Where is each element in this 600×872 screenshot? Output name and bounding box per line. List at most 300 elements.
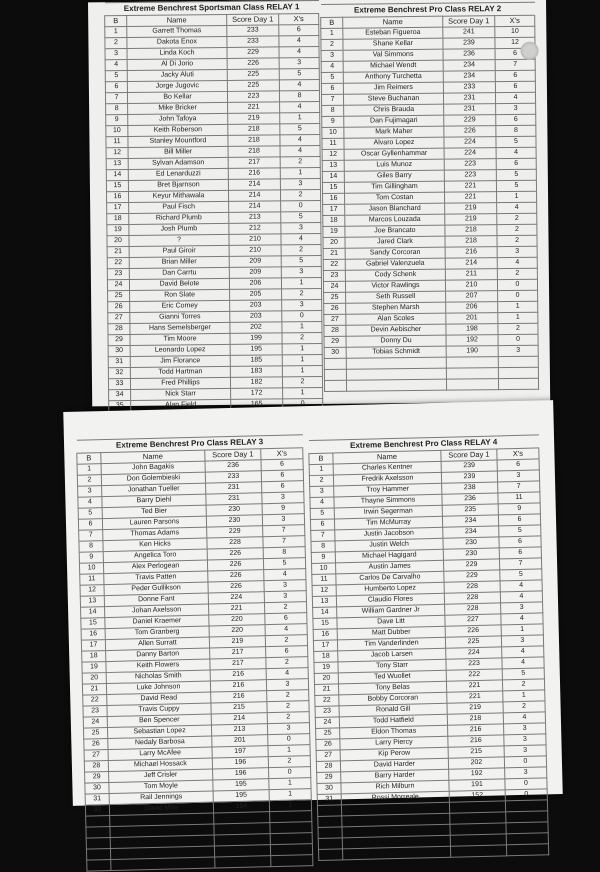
table-title: Extreme Benchrest Pro Class RELAY 4: [309, 435, 539, 454]
x-count-cell: 1: [282, 343, 322, 354]
name-cell: Ronald Gill: [339, 703, 447, 717]
score-cell: 234: [442, 515, 498, 527]
bench-cell: 3: [78, 486, 102, 498]
x-count-cell: 0: [498, 334, 538, 345]
x-count-cell: 1: [501, 624, 543, 636]
bench-cell: 28: [84, 761, 108, 773]
x-count-cell: 7: [263, 525, 305, 537]
score-cell: 226: [444, 126, 496, 138]
x-count-cell: 2: [281, 244, 321, 255]
bench-cell: 22: [107, 257, 129, 268]
bench-cell: 32: [85, 805, 109, 817]
name-cell: Justin Welch: [335, 538, 443, 552]
name-cell: Thomas Adams: [103, 527, 207, 541]
score-cell: 233: [227, 36, 279, 48]
score-cell: 211: [445, 269, 497, 281]
score-cell: 230: [443, 548, 499, 560]
empty-cell: [446, 379, 498, 391]
name-cell: Mark Maher: [344, 126, 444, 138]
x-count-cell: 6: [495, 81, 535, 92]
bench-cell: 17: [107, 202, 129, 213]
score-cell: 221: [444, 181, 496, 193]
score-cell: 212: [229, 223, 281, 235]
score-cell: 219: [228, 113, 280, 125]
x-count-cell: 5: [500, 569, 542, 581]
name-cell: Travis Patten: [104, 571, 208, 585]
empty-cell: [498, 367, 538, 378]
name-cell: Austin James: [336, 560, 444, 574]
x-count-cell: 0: [505, 778, 547, 790]
empty-cell: [324, 380, 346, 391]
x-count-cell: 6: [495, 70, 535, 81]
score-cell: 209: [229, 256, 281, 268]
scoresheet-bottom-page: [63, 400, 562, 814]
name-cell: Bobby Corcoran: [339, 692, 447, 706]
x-count-cell: 0: [283, 398, 323, 409]
bench-cell: 15: [313, 618, 337, 630]
bench-cell: 2: [105, 37, 127, 48]
score-cell: 238: [442, 482, 498, 494]
x-count-cell: 12: [495, 37, 535, 48]
bench-cell: 13: [312, 596, 336, 608]
x-count-cell: 5: [496, 169, 536, 180]
score-cell: 206: [229, 278, 281, 290]
x-count-cell: 6: [261, 459, 303, 471]
name-cell: Jeff Crisler: [109, 769, 213, 783]
score-cell: 172: [231, 388, 283, 400]
score-cell: 199: [230, 333, 282, 345]
x-count-cell: 4: [500, 591, 542, 603]
bench-cell: 25: [324, 292, 346, 303]
x-count-cell: 3: [279, 57, 319, 68]
name-cell: Alan Field: [131, 399, 231, 411]
x-count-cell: 0: [268, 734, 310, 746]
bench-cell: 12: [322, 149, 344, 160]
score-cell: 228: [207, 537, 263, 549]
column-header: B: [309, 453, 333, 465]
score-cell: 231: [443, 93, 495, 105]
name-cell: Mike Bricker: [128, 102, 228, 114]
name-cell: Larry Piercy: [340, 736, 448, 750]
name-cell: Victor Rawlings: [345, 280, 445, 292]
score-cell: 192: [449, 768, 505, 780]
bench-cell: 12: [106, 147, 128, 158]
bench-cell: 10: [312, 563, 336, 575]
bench-cell: 1: [77, 464, 101, 476]
name-cell: Tony Belas: [338, 681, 446, 695]
score-cell: 230: [206, 515, 262, 527]
bench-cell: 10: [79, 563, 103, 575]
bench-cell: 4: [321, 61, 343, 72]
bench-cell: 29: [85, 772, 109, 784]
score-cell: 214: [229, 201, 281, 213]
x-count-cell: 6: [261, 470, 303, 482]
name-cell: David Read: [107, 692, 211, 706]
bench-cell: 24: [323, 281, 345, 292]
x-count-cell: 1: [281, 277, 321, 288]
bench-cell: 11: [80, 574, 104, 586]
x-count-cell: 3: [264, 580, 306, 592]
bench-cell: 20: [82, 673, 106, 685]
x-count-cell: 6: [499, 536, 541, 548]
score-cell: 228: [445, 603, 501, 615]
name-cell: Charles Kentner: [333, 461, 441, 475]
bench-cell: 13: [80, 596, 104, 608]
bench-cell: 25: [83, 728, 107, 740]
bench-cell: 30: [108, 345, 130, 356]
x-count-cell: 3: [282, 299, 322, 310]
bench-cell: 28: [316, 761, 340, 773]
x-count-cell: 8: [496, 125, 536, 136]
bench-cell: 22: [315, 695, 339, 707]
name-cell: Danny Barton: [106, 648, 210, 662]
score-cell: 226: [207, 559, 263, 571]
bench-cell: 27: [108, 312, 130, 323]
name-cell: Brian Miller: [129, 256, 229, 268]
bench-cell: 35: [109, 400, 131, 411]
score-cell: 230: [443, 537, 499, 549]
x-count-cell: 2: [497, 224, 537, 235]
score-cell: 207: [446, 291, 498, 303]
name-cell: Keyur Mithawala: [128, 190, 228, 202]
score-cell: 229: [444, 115, 496, 127]
score-cell: 216: [448, 735, 504, 747]
score-cell: 222: [446, 669, 502, 681]
score-cell: 198: [446, 324, 498, 336]
bench-cell: 27: [84, 750, 108, 762]
score-cell: 182: [230, 377, 282, 389]
bench-cell: 32: [108, 367, 130, 378]
x-count-cell: 10: [495, 26, 535, 37]
x-count-cell: 0: [504, 756, 546, 768]
name-cell: Jacob Larsen: [338, 648, 446, 662]
score-cell: 231: [206, 482, 262, 494]
column-header: Name: [343, 16, 443, 28]
name-cell: Tobias Schmidt: [346, 346, 446, 358]
bench-cell: 8: [311, 541, 335, 553]
x-count-cell: 4: [265, 624, 307, 636]
bench-cell: 14: [322, 171, 344, 182]
score-cell: 218: [445, 225, 497, 237]
name-cell: Jim Reimers: [343, 82, 443, 94]
bench-cell: 6: [310, 519, 334, 531]
bench-cell: 19: [314, 662, 338, 674]
bench-cell: 28: [108, 323, 130, 334]
name-cell: Chris Brauda: [344, 104, 444, 116]
x-count-cell: 5: [263, 558, 305, 570]
score-cell: 233: [227, 25, 279, 37]
x-count-cell: 3: [498, 345, 538, 356]
x-count-cell: 4: [500, 580, 542, 592]
bench-cell: 18: [323, 215, 345, 226]
name-cell: Ted Wuollet: [338, 670, 446, 684]
x-count-cell: 1: [269, 789, 311, 801]
x-count-cell: 0: [505, 789, 547, 801]
empty-cell: [319, 849, 343, 861]
score-cell: 195: [230, 344, 282, 356]
x-count-cell: 6: [498, 514, 540, 526]
bench-cell: 27: [316, 750, 340, 762]
score-cell: 201: [446, 313, 498, 325]
empty-cell: [215, 856, 271, 868]
name-cell: Luis Munoz: [344, 159, 444, 171]
bench-cell: 6: [105, 81, 127, 92]
bench-cell: 12: [80, 585, 104, 597]
x-count-cell: 6: [495, 48, 535, 59]
name-cell: Ron Slate: [130, 289, 230, 301]
x-count-cell: 2: [265, 635, 307, 647]
name-cell: Leonardo Lopez: [130, 344, 230, 356]
bench-cell: 18: [82, 651, 106, 663]
x-count-cell: 2: [282, 332, 322, 343]
x-count-cell: 1: [268, 745, 310, 757]
x-count-cell: 2: [497, 235, 537, 246]
column-header: B: [321, 17, 343, 28]
score-cell: 216: [211, 691, 267, 703]
score-cell: 192: [446, 335, 498, 347]
x-count-cell: 3: [504, 745, 546, 757]
x-count-cell: 7: [495, 59, 535, 70]
score-cell: 239: [441, 471, 497, 483]
x-count-cell: 3: [281, 222, 321, 233]
name-cell: Cody Schenk: [345, 269, 445, 281]
name-cell: Ed Lenarduzzi: [128, 168, 228, 180]
score-cell: 216: [210, 669, 266, 681]
name-cell: Ted Bier: [102, 505, 206, 519]
bench-cell: 2: [77, 475, 101, 487]
x-count-cell: 4: [279, 35, 319, 46]
name-cell: Gianni Torres: [130, 311, 230, 323]
name-cell: John Tafoya: [128, 113, 228, 125]
x-count-cell: 2: [503, 701, 545, 713]
x-count-cell: 1: [269, 778, 311, 790]
x-count-cell: 4: [502, 646, 544, 658]
name-cell: Hans Semelsberger: [130, 322, 230, 334]
x-count-cell: 2: [266, 657, 308, 669]
x-count-cell: 6: [266, 646, 308, 658]
name-cell: Bo Kellar: [127, 91, 227, 103]
name-cell: Jacky Aluti: [127, 69, 227, 81]
name-cell: Garrett Thomas: [127, 25, 227, 37]
name-cell: Gabriel Valenzuela: [345, 258, 445, 270]
name-cell: Esteban Figueroa: [343, 27, 443, 39]
bench-cell: 30: [324, 347, 346, 358]
bench-cell: 6: [78, 519, 102, 531]
score-cell: 185: [230, 355, 282, 367]
score-cell: 221: [228, 102, 280, 114]
score-cell: 221: [447, 691, 503, 703]
bench-cell: 21: [82, 684, 106, 696]
bench-cell: 34: [109, 389, 131, 400]
name-cell: Larry McAfee: [108, 747, 212, 761]
x-count-cell: 3: [267, 723, 309, 735]
x-count-cell: 5: [496, 136, 536, 147]
name-cell: Sandy Corcoran: [345, 247, 445, 259]
x-count-cell: 1: [498, 312, 538, 323]
bench-cell: 5: [78, 508, 102, 520]
bench-cell: 3: [105, 48, 127, 59]
name-cell: Stephen Marsh: [346, 302, 446, 314]
score-cell: 228: [444, 581, 500, 593]
score-cell: 241: [443, 27, 495, 39]
empty-cell: [450, 845, 506, 857]
x-count-cell: 2: [282, 376, 322, 387]
bench-cell: 23: [323, 270, 345, 281]
x-count-cell: 5: [281, 211, 321, 222]
bench-cell: 11: [322, 138, 344, 149]
name-cell: Don Golembieski: [101, 472, 205, 486]
name-cell: Donne Fant: [104, 593, 208, 607]
x-count-cell: 2: [264, 602, 306, 614]
score-cell: 205: [230, 289, 282, 301]
score-cell: 229: [227, 47, 279, 59]
column-header: Name: [127, 14, 227, 26]
column-header: Name: [333, 450, 441, 464]
score-cell: 210: [445, 280, 497, 292]
score-cell: 224: [446, 647, 502, 659]
x-count-cell: 4: [279, 46, 319, 57]
relay-1-table: [104, 0, 324, 456]
bench-cell: 9: [322, 116, 344, 127]
bench-cell: 21: [323, 248, 345, 259]
name-cell: Nick Starr: [131, 388, 231, 400]
name-cell: Barry Harder: [341, 769, 449, 783]
x-count-cell: 3: [497, 470, 539, 482]
x-count-cell: 3: [281, 266, 321, 277]
x-count-cell: 6: [496, 114, 536, 125]
bench-cell: 5: [321, 72, 343, 83]
bench-cell: 24: [315, 717, 339, 729]
bench-cell: 17: [323, 204, 345, 215]
name-cell: Dan Carrtu: [129, 267, 229, 279]
score-cell: 225: [445, 636, 501, 648]
name-cell: Marcos Louzada: [345, 214, 445, 226]
score-cell: 221: [446, 680, 502, 692]
bench-cell: 14: [313, 607, 337, 619]
score-cell: 239: [443, 38, 495, 50]
score-cell: 213: [211, 724, 267, 736]
x-count-cell: 1: [498, 301, 538, 312]
name-cell: Keith Roberson: [128, 124, 228, 136]
x-count-cell: 3: [504, 723, 546, 735]
x-count-cell: 3: [262, 514, 304, 526]
name-cell: Justin Jacobson: [335, 527, 443, 541]
name-cell: Bill Miller: [128, 146, 228, 158]
empty-cell: [446, 357, 498, 369]
x-count-cell: 1: [503, 690, 545, 702]
name-cell: Carlos De Carvalho: [336, 571, 444, 585]
bench-cell: 26: [84, 739, 108, 751]
bench-cell: 29: [108, 334, 130, 345]
bench-cell: 8: [322, 105, 344, 116]
empty-cell: [324, 358, 346, 369]
name-cell: Shane Kellar: [343, 38, 443, 50]
name-cell: Tim Gillingham: [344, 181, 444, 193]
bench-cell: 16: [106, 191, 128, 202]
x-count-cell: 9: [262, 503, 304, 515]
name-cell: Jim Florance: [130, 355, 230, 367]
name-cell: David Harder: [340, 758, 448, 772]
bench-cell: 23: [107, 268, 129, 279]
bench-cell: 4: [310, 497, 334, 509]
score-cell: 219: [445, 203, 497, 215]
x-count-cell: 4: [497, 257, 537, 268]
column-header: Score Day 1: [441, 449, 497, 461]
relay-3-table: [76, 434, 313, 871]
x-count-cell: 5: [281, 255, 321, 266]
bench-cell: 20: [107, 235, 129, 246]
name-cell: Devin Aebischer: [346, 324, 446, 336]
name-cell: Matt Dubber: [337, 626, 445, 640]
score-cell: 231: [206, 493, 262, 505]
score-cell: 215: [211, 702, 267, 714]
x-count-cell: 1: [282, 365, 322, 376]
score-cell: 217: [210, 658, 266, 670]
name-cell: Dakota Enox: [127, 36, 227, 48]
empty-cell: [343, 846, 451, 860]
name-cell: Todd Hartman: [130, 366, 230, 378]
bench-cell: 29: [324, 336, 346, 347]
empty-cell: [86, 838, 110, 850]
score-cell: 201: [212, 735, 268, 747]
name-cell: Kip Perow: [340, 747, 448, 761]
bench-cell: 11: [312, 574, 336, 586]
bench-cell: 15: [81, 618, 105, 630]
score-cell: 225: [227, 80, 279, 92]
score-cell: 196: [213, 768, 269, 780]
table-title: Extreme Benchrest Pro Class RELAY 2: [321, 2, 535, 17]
score-cell: 220: [209, 614, 265, 626]
bench-cell: 16: [323, 193, 345, 204]
name-cell: Rail Jennings: [109, 791, 213, 805]
bench-cell: 21: [314, 684, 338, 696]
bench-cell: 33: [108, 378, 130, 389]
bench-cell: 10: [322, 127, 344, 138]
bench-cell: 31: [108, 356, 130, 367]
score-cell: 203: [230, 311, 282, 323]
empty-row: [324, 378, 538, 391]
name-cell: Anthony Turchetta: [343, 71, 443, 83]
bench-cell: 4: [78, 497, 102, 509]
name-cell: Steve Buchanan: [343, 93, 443, 105]
score-cell: 224: [444, 137, 496, 149]
score-cell: 217: [228, 157, 280, 169]
x-count-cell: 6: [497, 459, 539, 471]
bench-cell: 8: [79, 541, 103, 553]
score-cell: 216: [445, 247, 497, 259]
name-cell: Dave Litt: [337, 615, 445, 629]
bench-cell: 2: [321, 39, 343, 50]
name-cell: Nedaly Barbosa: [108, 736, 212, 750]
score-cell: 223: [446, 658, 502, 670]
x-count-cell: 1: [497, 191, 537, 202]
score-cell: 230: [206, 504, 262, 516]
score-cell: 229: [443, 559, 499, 571]
bench-cell: 16: [81, 629, 105, 641]
relay-2-table: [320, 2, 539, 392]
name-cell: Paul Giroir: [129, 245, 229, 257]
x-count-cell: 1: [280, 112, 320, 123]
bench-cell: 4: [105, 59, 127, 70]
name-cell: Bret Bjarnson: [128, 179, 228, 191]
name-cell: Paul Fisch: [129, 201, 229, 213]
score-cell: 213: [229, 212, 281, 224]
score-cell: 195: [213, 790, 269, 802]
name-cell: Troy Hammer: [334, 483, 442, 497]
x-count-cell: 2: [282, 288, 322, 299]
name-cell: Sylvan Adamson: [128, 157, 228, 169]
score-cell: 228: [444, 592, 500, 604]
